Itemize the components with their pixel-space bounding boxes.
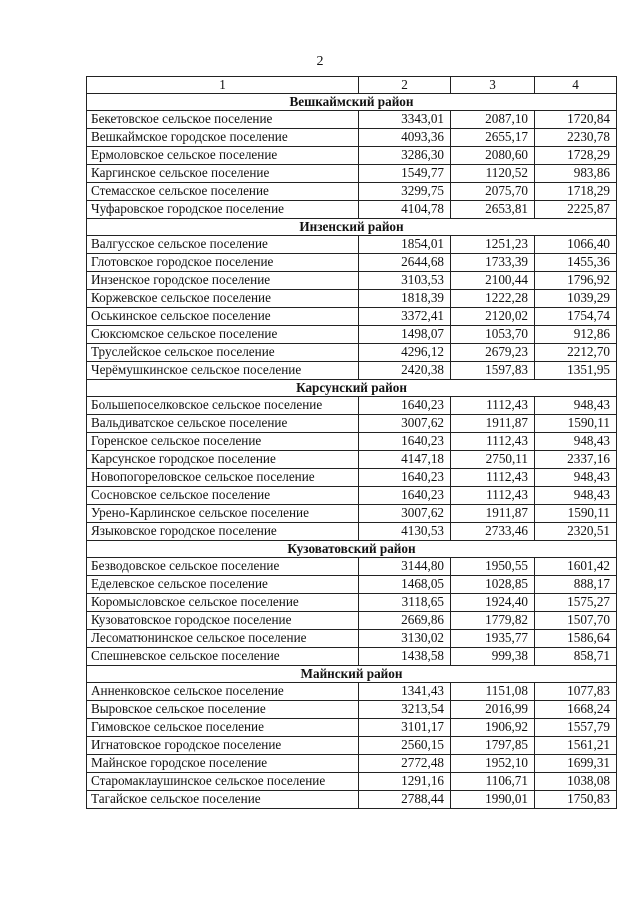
value-col-2: 1854,01 xyxy=(359,236,451,254)
value-col-4: 1586,64 xyxy=(535,630,617,648)
value-col-2: 4130,53 xyxy=(359,523,451,541)
table-row xyxy=(87,523,617,541)
value-col-2: 1438,58 xyxy=(359,648,451,666)
settlement-name: Труслейское сельское поселение xyxy=(87,344,359,362)
table-row xyxy=(87,397,617,415)
value-col-4: 1066,40 xyxy=(535,236,617,254)
value-col-3: 1112,43 xyxy=(451,487,535,505)
value-col-4: 1750,83 xyxy=(535,791,617,809)
value-col-2: 3007,62 xyxy=(359,415,451,433)
settlement-name: Большепоселковское сельское поселение xyxy=(87,397,359,415)
settlement-name: Безводовское сельское поселение xyxy=(87,558,359,576)
table-row xyxy=(87,683,617,701)
value-col-4: 858,71 xyxy=(535,648,617,666)
settlement-name: Инзенское городское поселение xyxy=(87,272,359,290)
value-col-4: 1575,27 xyxy=(535,594,617,612)
settlement-name: Спешневское сельское поселение xyxy=(87,648,359,666)
column-number-3: 3 xyxy=(451,77,535,94)
settlement-name: Ермоловское сельское поселение xyxy=(87,147,359,165)
table-row xyxy=(87,755,617,773)
value-col-4: 1728,29 xyxy=(535,147,617,165)
value-col-3: 2750,11 xyxy=(451,451,535,469)
table-row xyxy=(87,701,617,719)
settlement-name: Языковское городское поселение xyxy=(87,523,359,541)
value-col-3: 1924,40 xyxy=(451,594,535,612)
value-col-3: 1112,43 xyxy=(451,397,535,415)
district-name: Инзенский район xyxy=(87,219,617,236)
value-col-4: 1754,74 xyxy=(535,308,617,326)
value-col-2: 1640,23 xyxy=(359,469,451,487)
settlement-name: Чуфаровское городское поселение xyxy=(87,201,359,219)
value-col-4: 2212,70 xyxy=(535,344,617,362)
settlement-name: Каргинское сельское поселение xyxy=(87,165,359,183)
table-row xyxy=(87,558,617,576)
value-col-3: 1028,85 xyxy=(451,576,535,594)
value-col-2: 2669,86 xyxy=(359,612,451,630)
value-col-3: 2100,44 xyxy=(451,272,535,290)
value-col-3: 1151,08 xyxy=(451,683,535,701)
settlement-name: Черёмушкинское сельское поселение xyxy=(87,362,359,380)
value-col-3: 2733,46 xyxy=(451,523,535,541)
value-col-2: 1468,05 xyxy=(359,576,451,594)
table-row xyxy=(87,326,617,344)
settlement-name: Еделевское сельское поселение xyxy=(87,576,359,594)
value-col-3: 999,38 xyxy=(451,648,535,666)
value-col-4: 1796,92 xyxy=(535,272,617,290)
column-number-1: 1 xyxy=(87,77,359,94)
table-row xyxy=(87,719,617,737)
value-col-2: 2772,48 xyxy=(359,755,451,773)
table-row xyxy=(87,630,617,648)
value-col-4: 2230,78 xyxy=(535,129,617,147)
value-col-2: 3130,02 xyxy=(359,630,451,648)
value-col-3: 1906,92 xyxy=(451,719,535,737)
value-col-4: 1668,24 xyxy=(535,701,617,719)
value-col-3: 2655,17 xyxy=(451,129,535,147)
value-col-4: 1039,29 xyxy=(535,290,617,308)
table-row xyxy=(87,308,617,326)
value-col-4: 1077,83 xyxy=(535,683,617,701)
settlement-name: Бекетовское сельское поселение xyxy=(87,111,359,129)
value-col-4: 948,43 xyxy=(535,469,617,487)
district-header-row xyxy=(87,94,617,111)
district-name: Вешкаймский район xyxy=(87,94,617,111)
settlement-name: Сюксюмское сельское поселение xyxy=(87,326,359,344)
value-col-4: 1351,95 xyxy=(535,362,617,380)
value-col-3: 1112,43 xyxy=(451,469,535,487)
settlement-name: Майнское городское поселение xyxy=(87,755,359,773)
value-col-2: 3372,41 xyxy=(359,308,451,326)
table-row xyxy=(87,469,617,487)
table-row xyxy=(87,111,617,129)
table-row xyxy=(87,737,617,755)
settlements-table xyxy=(86,76,617,809)
table-row xyxy=(87,147,617,165)
table-row xyxy=(87,344,617,362)
settlement-name: Старомаклаушинское сельское поселение xyxy=(87,773,359,791)
value-col-2: 2788,44 xyxy=(359,791,451,809)
value-col-4: 1455,36 xyxy=(535,254,617,272)
settlement-name: Карсунское городское поселение xyxy=(87,451,359,469)
value-col-4: 1507,70 xyxy=(535,612,617,630)
value-col-4: 2225,87 xyxy=(535,201,617,219)
value-col-4: 1720,84 xyxy=(535,111,617,129)
settlement-name: Вешкаймское городское поселение xyxy=(87,129,359,147)
value-col-3: 2679,23 xyxy=(451,344,535,362)
value-col-3: 1952,10 xyxy=(451,755,535,773)
value-col-3: 1112,43 xyxy=(451,433,535,451)
value-col-3: 1251,23 xyxy=(451,236,535,254)
district-header-row xyxy=(87,380,617,397)
value-col-2: 3299,75 xyxy=(359,183,451,201)
value-col-3: 2080,60 xyxy=(451,147,535,165)
district-name: Кузоватовский район xyxy=(87,541,617,558)
settlement-name: Тагайское сельское поселение xyxy=(87,791,359,809)
settlement-name: Выровское сельское поселение xyxy=(87,701,359,719)
table-row xyxy=(87,648,617,666)
settlement-name: Валгусское сельское поселение xyxy=(87,236,359,254)
value-col-4: 912,86 xyxy=(535,326,617,344)
value-col-4: 1699,31 xyxy=(535,755,617,773)
value-col-4: 1561,21 xyxy=(535,737,617,755)
value-col-3: 1053,70 xyxy=(451,326,535,344)
table-row xyxy=(87,165,617,183)
settlement-name: Анненковское сельское поселение xyxy=(87,683,359,701)
district-name: Майнский район xyxy=(87,666,617,683)
table-body xyxy=(87,77,617,809)
value-col-3: 1990,01 xyxy=(451,791,535,809)
value-col-3: 2653,81 xyxy=(451,201,535,219)
value-col-3: 1911,87 xyxy=(451,505,535,523)
settlement-name: Новопогореловское сельское поселение xyxy=(87,469,359,487)
value-col-2: 3118,65 xyxy=(359,594,451,612)
value-col-2: 3286,30 xyxy=(359,147,451,165)
column-number-4: 4 xyxy=(535,77,617,94)
value-col-2: 1291,16 xyxy=(359,773,451,791)
value-col-4: 1038,08 xyxy=(535,773,617,791)
settlement-name: Коромысловское сельское поселение xyxy=(87,594,359,612)
table-row xyxy=(87,362,617,380)
settlement-name: Горенское сельское поселение xyxy=(87,433,359,451)
value-col-3: 1597,83 xyxy=(451,362,535,380)
value-col-2: 1341,43 xyxy=(359,683,451,701)
value-col-3: 1950,55 xyxy=(451,558,535,576)
value-col-3: 2016,99 xyxy=(451,701,535,719)
table-row xyxy=(87,505,617,523)
value-col-2: 3007,62 xyxy=(359,505,451,523)
district-name: Карсунский район xyxy=(87,380,617,397)
table-row xyxy=(87,773,617,791)
value-col-2: 2560,15 xyxy=(359,737,451,755)
value-col-3: 1797,85 xyxy=(451,737,535,755)
value-col-2: 3101,17 xyxy=(359,719,451,737)
value-col-4: 1601,42 xyxy=(535,558,617,576)
value-col-3: 2075,70 xyxy=(451,183,535,201)
value-col-2: 4093,36 xyxy=(359,129,451,147)
district-header-row xyxy=(87,219,617,236)
settlement-name: Игнатовское городское поселение xyxy=(87,737,359,755)
value-col-2: 4147,18 xyxy=(359,451,451,469)
settlement-name: Оськинское сельское поселение xyxy=(87,308,359,326)
column-number-2: 2 xyxy=(359,77,451,94)
value-col-3: 2087,10 xyxy=(451,111,535,129)
value-col-2: 1640,23 xyxy=(359,487,451,505)
table-row xyxy=(87,791,617,809)
value-col-3: 1733,39 xyxy=(451,254,535,272)
table-row xyxy=(87,576,617,594)
value-col-3: 1222,28 xyxy=(451,290,535,308)
value-col-2: 4296,12 xyxy=(359,344,451,362)
settlement-name: Вальдиватское сельское поселение xyxy=(87,415,359,433)
table-row xyxy=(87,451,617,469)
value-col-3: 1911,87 xyxy=(451,415,535,433)
value-col-4: 888,17 xyxy=(535,576,617,594)
value-col-4: 2337,16 xyxy=(535,451,617,469)
table-row xyxy=(87,433,617,451)
value-col-4: 2320,51 xyxy=(535,523,617,541)
value-col-2: 1549,77 xyxy=(359,165,451,183)
table-row xyxy=(87,290,617,308)
table-row xyxy=(87,183,617,201)
settlement-name: Лесоматюнинское сельское поселение xyxy=(87,630,359,648)
value-col-2: 3103,53 xyxy=(359,272,451,290)
value-col-4: 1718,29 xyxy=(535,183,617,201)
value-col-2: 2644,68 xyxy=(359,254,451,272)
value-col-4: 1590,11 xyxy=(535,505,617,523)
table-row xyxy=(87,201,617,219)
district-header-row xyxy=(87,541,617,558)
value-col-2: 3144,80 xyxy=(359,558,451,576)
value-col-3: 1779,82 xyxy=(451,612,535,630)
value-col-4: 983,86 xyxy=(535,165,617,183)
district-header-row xyxy=(87,666,617,683)
value-col-2: 2420,38 xyxy=(359,362,451,380)
settlement-name: Сосновское сельское поселение xyxy=(87,487,359,505)
settlement-name: Стемасское сельское поселение xyxy=(87,183,359,201)
table-row xyxy=(87,254,617,272)
settlement-name: Глотовское городское поселение xyxy=(87,254,359,272)
value-col-2: 4104,78 xyxy=(359,201,451,219)
value-col-3: 2120,02 xyxy=(451,308,535,326)
table-row xyxy=(87,594,617,612)
page-number: 2 xyxy=(316,54,324,69)
column-number-row xyxy=(87,77,617,94)
value-col-4: 948,43 xyxy=(535,433,617,451)
value-col-2: 3213,54 xyxy=(359,701,451,719)
settlement-name: Гимовское сельское поселение xyxy=(87,719,359,737)
value-col-4: 1590,11 xyxy=(535,415,617,433)
settlement-name: Урено-Карлинское сельское поселение xyxy=(87,505,359,523)
settlement-name: Коржевское сельское поселение xyxy=(87,290,359,308)
table-row xyxy=(87,129,617,147)
value-col-3: 1935,77 xyxy=(451,630,535,648)
value-col-3: 1106,71 xyxy=(451,773,535,791)
table-row xyxy=(87,272,617,290)
value-col-4: 948,43 xyxy=(535,487,617,505)
value-col-2: 1640,23 xyxy=(359,397,451,415)
value-col-2: 1640,23 xyxy=(359,433,451,451)
table-row xyxy=(87,415,617,433)
value-col-4: 948,43 xyxy=(535,397,617,415)
value-col-2: 1498,07 xyxy=(359,326,451,344)
table-row xyxy=(87,487,617,505)
table-row xyxy=(87,612,617,630)
value-col-2: 3343,01 xyxy=(359,111,451,129)
table-row xyxy=(87,236,617,254)
settlement-name: Кузоватовское городское поселение xyxy=(87,612,359,630)
value-col-2: 1818,39 xyxy=(359,290,451,308)
value-col-3: 1120,52 xyxy=(451,165,535,183)
value-col-4: 1557,79 xyxy=(535,719,617,737)
